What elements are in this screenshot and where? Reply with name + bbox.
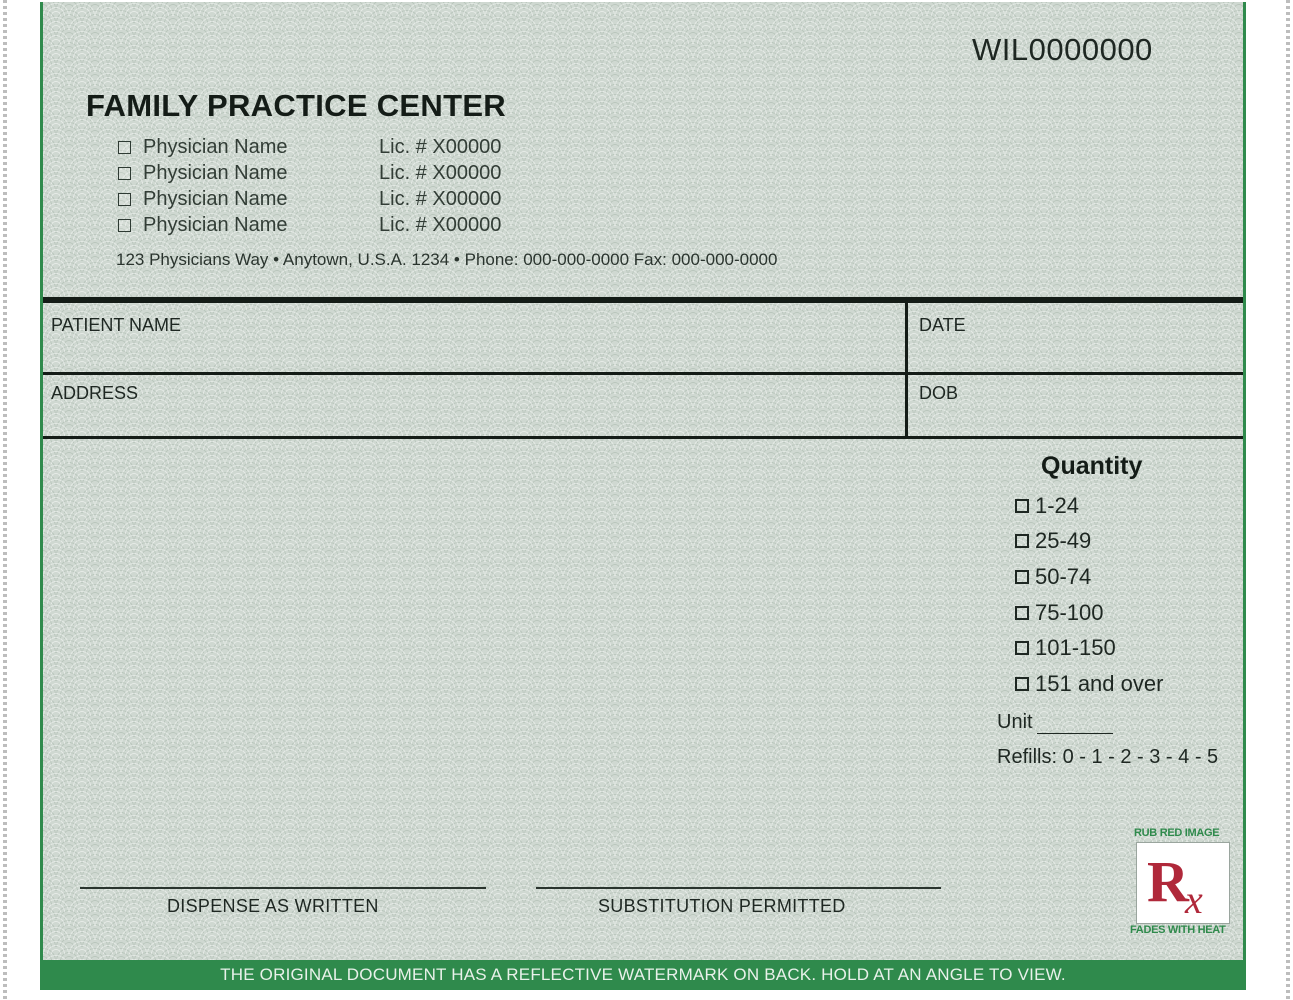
quantity-label: 1-24 [1035, 492, 1080, 518]
physician-license: Lic. # X00000 [379, 161, 502, 184]
physician-checkbox[interactable] [118, 167, 131, 180]
physician-row [118, 186, 501, 212]
quantity-options [1015, 488, 1163, 702]
practice-address: 123 Physicians Way • Anytown, U.S.A. 1234 • Phone: 000-000-0000 Fax: 000-000-0000 [116, 250, 778, 269]
physician-checkbox[interactable] [118, 141, 131, 154]
practice-name: FAMILY PRACTICE CENTER [86, 88, 506, 123]
physician-name: Physician Name [143, 161, 288, 184]
quantity-label: 50-74 [1035, 563, 1092, 589]
dispense-as-written-label: DISPENSE AS WRITTEN [167, 896, 379, 916]
quantity-option[interactable] [1015, 595, 1163, 631]
quantity-option[interactable] [1015, 559, 1163, 595]
quantity-checkbox[interactable] [1015, 606, 1029, 620]
date-field[interactable]: DATE [919, 315, 966, 335]
quantity-title: Quantity [1041, 452, 1143, 480]
quantity-label: 101-150 [1035, 635, 1116, 661]
dob-field[interactable]: DOB [919, 383, 959, 403]
physician-checkbox[interactable] [118, 193, 131, 206]
quantity-checkbox[interactable] [1015, 677, 1029, 691]
physician-row [118, 160, 501, 186]
physician-name: Physician Name [143, 187, 288, 210]
unit-label: Unit [997, 711, 1033, 733]
physician-list [118, 134, 501, 238]
quantity-checkbox[interactable] [1015, 534, 1029, 548]
column-divider [905, 303, 908, 439]
physician-checkbox[interactable] [118, 219, 131, 232]
physician-row [118, 212, 501, 238]
quantity-label: 151 and over [1035, 670, 1164, 696]
quantity-checkbox[interactable] [1015, 641, 1029, 655]
footer-text: THE ORIGINAL DOCUMENT HAS A REFLECTIVE WATERMARK ON BACK. HOLD AT AN ANGLE TO VIEW. [220, 965, 1066, 984]
physician-license: Lic. # X00000 [379, 213, 502, 236]
quantity-checkbox[interactable] [1015, 570, 1029, 584]
physician-license: Lic. # X00000 [379, 135, 502, 158]
unit-field[interactable] [997, 711, 1113, 734]
substitution-signature-line[interactable] [536, 887, 941, 889]
svg-text:x: x [1185, 877, 1203, 919]
quantity-label: 25-49 [1035, 528, 1092, 554]
refills-selector[interactable]: Refills: 0 - 1 - 2 - 3 - 4 - 5 [997, 746, 1219, 768]
physician-name: Physician Name [143, 213, 288, 236]
perforation-left [3, 0, 7, 1000]
fades-with-heat-note: FADES WITH HEAT [1130, 924, 1226, 936]
quantity-option[interactable] [1015, 488, 1163, 524]
quantity-checkbox[interactable] [1015, 499, 1029, 513]
physician-name: Physician Name [143, 135, 288, 158]
quantity-option[interactable] [1015, 524, 1163, 560]
rx-security-symbol [1136, 842, 1230, 924]
quantity-option[interactable] [1015, 630, 1163, 666]
physician-row [118, 134, 501, 160]
rx-icon [1141, 847, 1225, 919]
header-divider [43, 297, 1243, 303]
perforation-right [1286, 0, 1290, 1000]
address-field[interactable]: ADDRESS [51, 383, 139, 403]
unit-input-line[interactable] [1037, 715, 1113, 734]
quantity-option[interactable] [1015, 666, 1163, 702]
row-divider [43, 372, 1243, 375]
rub-red-image-note: RUB RED IMAGE [1134, 827, 1220, 839]
patient-name-field[interactable]: PATIENT NAME [51, 315, 182, 335]
row-divider [43, 436, 1243, 439]
serial-number: WIL0000000 [972, 32, 1153, 67]
quantity-label: 75-100 [1035, 599, 1104, 625]
substitution-permitted-label: SUBSTITUTION PERMITTED [598, 896, 846, 916]
watermark-footer [40, 960, 1246, 990]
dispense-signature-line[interactable] [80, 887, 486, 889]
svg-text:R: R [1147, 849, 1189, 914]
physician-license: Lic. # X00000 [379, 187, 502, 210]
